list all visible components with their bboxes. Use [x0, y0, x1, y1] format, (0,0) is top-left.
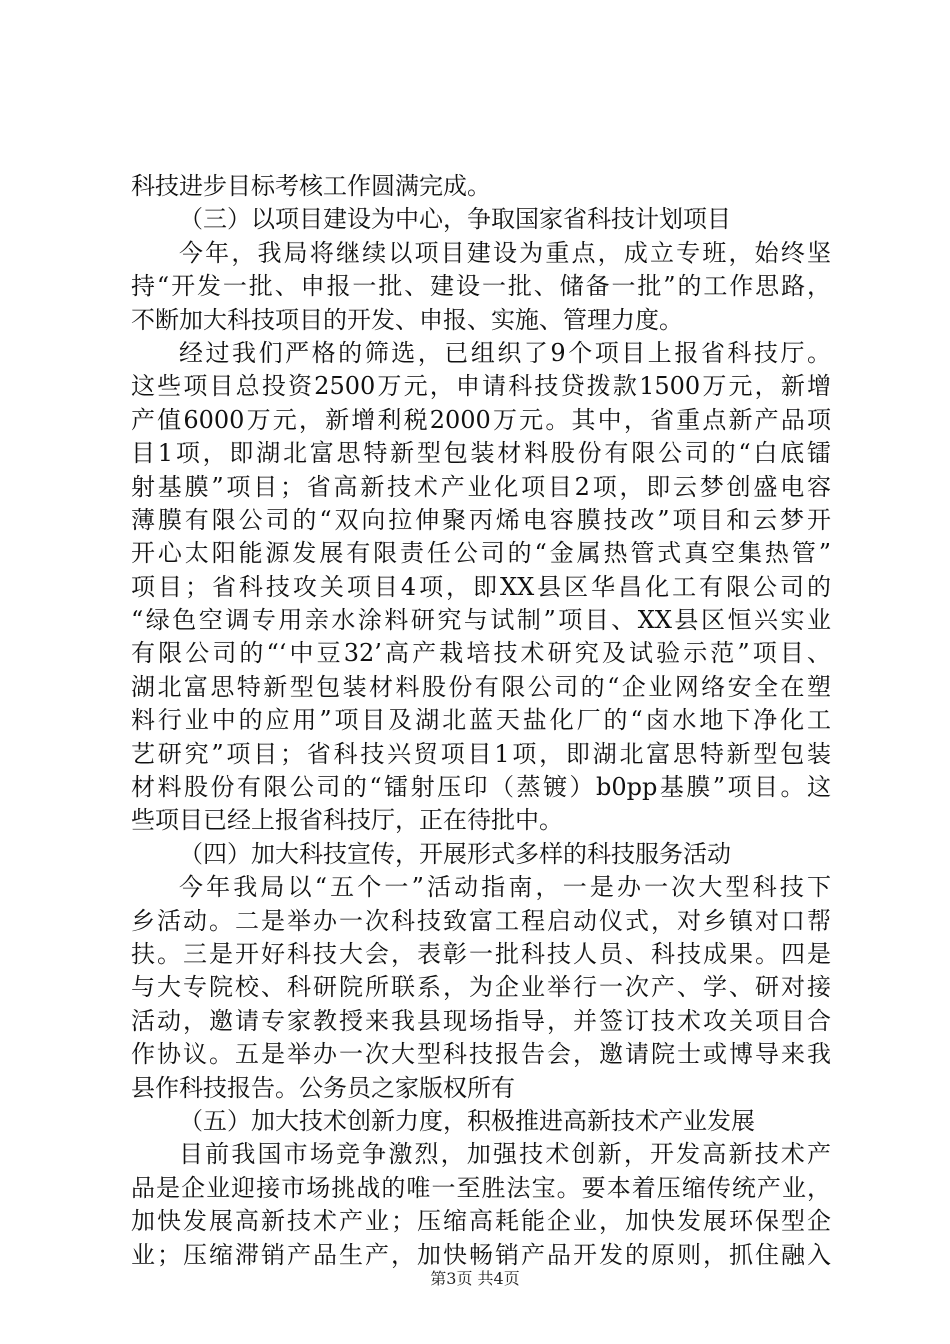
text-line: 项目；省科技攻关项目4项，即XX县区华昌化工有限公司的 — [131, 572, 831, 601]
text-line: 不断加大科技项目的开发、申报、实施、管理力度。 — [131, 305, 683, 334]
text-line: 目1项，即湖北富思特新型包装材料股份有限公司的“白底镭 — [131, 439, 831, 468]
text-line: （四）加大科技宣传，开展形式多样的科技服务活动 — [179, 839, 731, 868]
text-line: 湖北富思特新型包装材料股份有限公司的“企业网络安全在塑 — [131, 672, 831, 701]
text-line: 材料股份有限公司的“镭射压印（蒸镀）b0pp基膜”项目。这 — [131, 773, 831, 802]
text-line: （三）以项目建设为中心，争取国家省科技计划项目 — [179, 205, 731, 234]
text-line: 今年，我局将继续以项目建设为重点，成立专班，始终坚 — [179, 238, 831, 267]
text-line: 作协议。五是举办一次大型科技报告会，邀请院士或博导来我 — [131, 1040, 831, 1069]
text-line: 活动，邀请专家教授来我县现场指导，并签订技术攻关项目合 — [131, 1006, 831, 1035]
text-line: 薄膜有限公司的“双向拉伸聚丙烯电容膜技改”项目和云梦开 — [131, 505, 831, 534]
text-line: 经过我们严格的筛选，已组织了9个项目上报省科技厅。 — [179, 338, 831, 367]
text-line: 开心太阳能源发展有限责任公司的“金属热管式真空集热管” — [131, 539, 831, 568]
text-line: 有限公司的“‘中豆32’高产栽培技术研究及试验示范”项目、 — [131, 639, 831, 668]
text-line: 些项目已经上报省科技厅，正在待批中。 — [131, 806, 563, 835]
text-line: 这些项目总投资2500万元，申请科技贷拨款1500万元，新增 — [131, 372, 831, 401]
text-line: 射基膜”项目；省高新技术产业化项目2项，即云梦创盛电容 — [131, 472, 831, 501]
text-line: 品是企业迎接市场挑战的唯一至胜法宝。要本着压缩传统产业， — [131, 1173, 831, 1202]
page-footer: 第3页 共4页 — [430, 1269, 520, 1288]
text-line: 艺研究”项目；省科技兴贸项目1项，即湖北富思特新型包装 — [131, 739, 831, 768]
text-line: 与大专院校、科研院所联系，为企业举行一次产、学、研对接 — [131, 973, 831, 1002]
text-line: 业；压缩滞销产品生产，加快畅销产品开发的原则，抓住融入 — [131, 1240, 831, 1269]
text-line: 科技进步目标考核工作圆满完成。 — [131, 172, 491, 200]
text-line: （五）加大技术创新力度，积极推进高新技术产业发展 — [179, 1106, 755, 1135]
text-line: 目前我国市场竞争激烈，加强技术创新，开发高新技术产 — [179, 1140, 831, 1169]
text-line: 县作科技报告。公务员之家版权所有 — [131, 1073, 515, 1102]
text-line: 今年我局以“五个一”活动指南，一是办一次大型科技下 — [179, 873, 831, 902]
text-line: 产值6000万元，新增利税2000万元。其中，省重点新产品项 — [131, 405, 831, 434]
text-line: 乡活动。二是举办一次科技致富工程启动仪式，对乡镇对口帮 — [131, 906, 831, 935]
document-body — [131, 170, 831, 1272]
text-line: 扶。三是开好科技大会，表彰一批科技人员、科技成果。四是 — [131, 939, 831, 968]
text-line: “绿色空调专用亲水涂料研究与试制”项目、XX县区恒兴实业 — [131, 606, 831, 635]
text-line: 加快发展高新技术产业；压缩高耗能企业，加快发展环保型企 — [131, 1207, 831, 1236]
text-line: 料行业中的应用”项目及湖北蓝天盐化厂的“卤水地下净化工 — [131, 706, 831, 735]
text-line: 持“开发一批、申报一批、建设一批、储备一批”的工作思路， — [131, 272, 831, 301]
